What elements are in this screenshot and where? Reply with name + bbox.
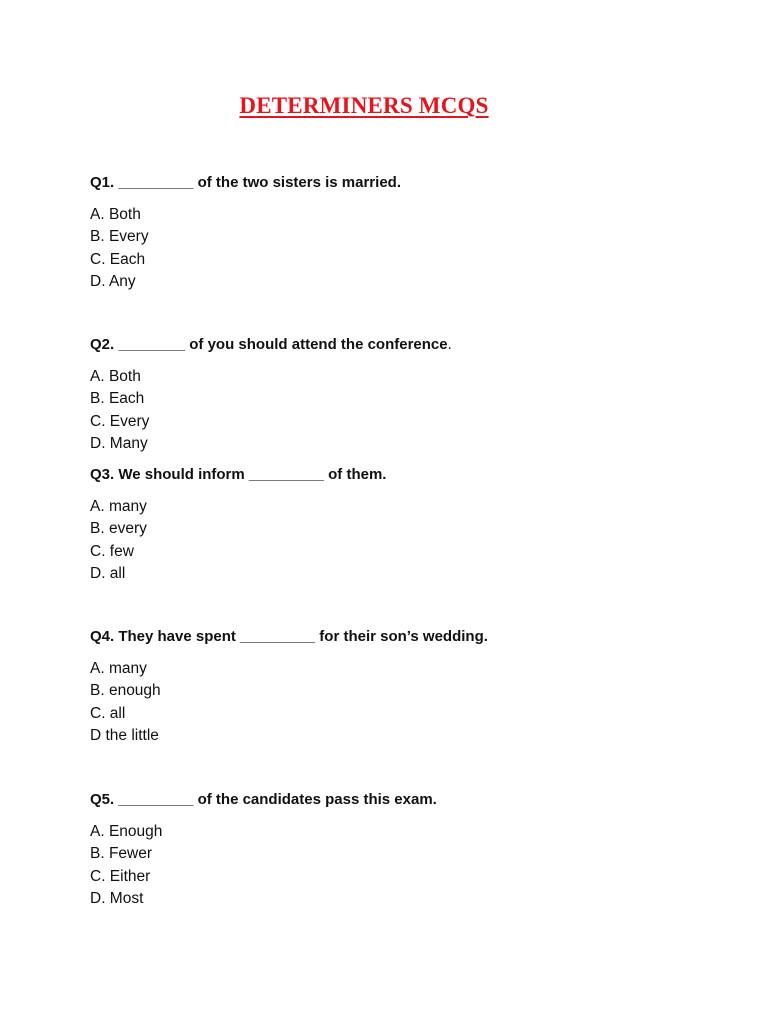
option-a: A. many [90,660,147,677]
option-c: C. all [90,704,126,722]
option-d: D. all [90,564,126,582]
question-4-text [90,627,710,647]
question-2-text [90,335,710,355]
question-3-text [90,465,710,485]
question-2-options [90,366,710,455]
option-c: C. Every [90,412,150,430]
question-3-options [90,496,710,585]
question-1 [90,173,710,293]
question-5-text [90,790,710,810]
page-title: DETERMINERS MCQS [239,93,489,118]
question-1-stem: Q1. _________ of the two sisters is married. [90,174,401,191]
option-c: C. Each [90,250,146,268]
question-2 [90,335,710,455]
option-b: B. Fewer [90,845,153,863]
option-d: D. Any [90,272,136,290]
option-b: B. Every [90,228,149,246]
option-b: B. every [90,520,147,538]
question-2-tail: . [447,336,452,353]
option-c: C. Either [90,867,151,885]
question-4 [90,627,710,747]
question-5-stem: Q5. _________ of the candidates pass this exam. [90,791,437,808]
question-5-options [90,821,710,910]
option-a: A. Enough [90,823,163,840]
question-4-stem: Q4. They have spent _________ for their son’s wedding. [90,628,488,645]
option-b: B. enough [90,682,161,700]
question-4-options [90,658,710,747]
question-1-text [90,173,710,193]
option-d: D. Many [90,434,148,452]
question-2-stem: Q2. ________ of you should attend the conference [90,336,448,353]
option-d: D the little [90,726,159,744]
option-b: B. Each [90,390,145,408]
question-3 [90,465,710,585]
option-a: A. many [90,498,147,515]
question-1-options [90,204,710,293]
option-a: A. Both [90,368,141,385]
question-5 [90,790,710,910]
option-c: C. few [90,542,134,560]
option-a: A. Both [90,206,141,223]
question-3-stem: Q3. We should inform _________ of them. [90,466,387,483]
option-d: D. Most [90,889,144,907]
